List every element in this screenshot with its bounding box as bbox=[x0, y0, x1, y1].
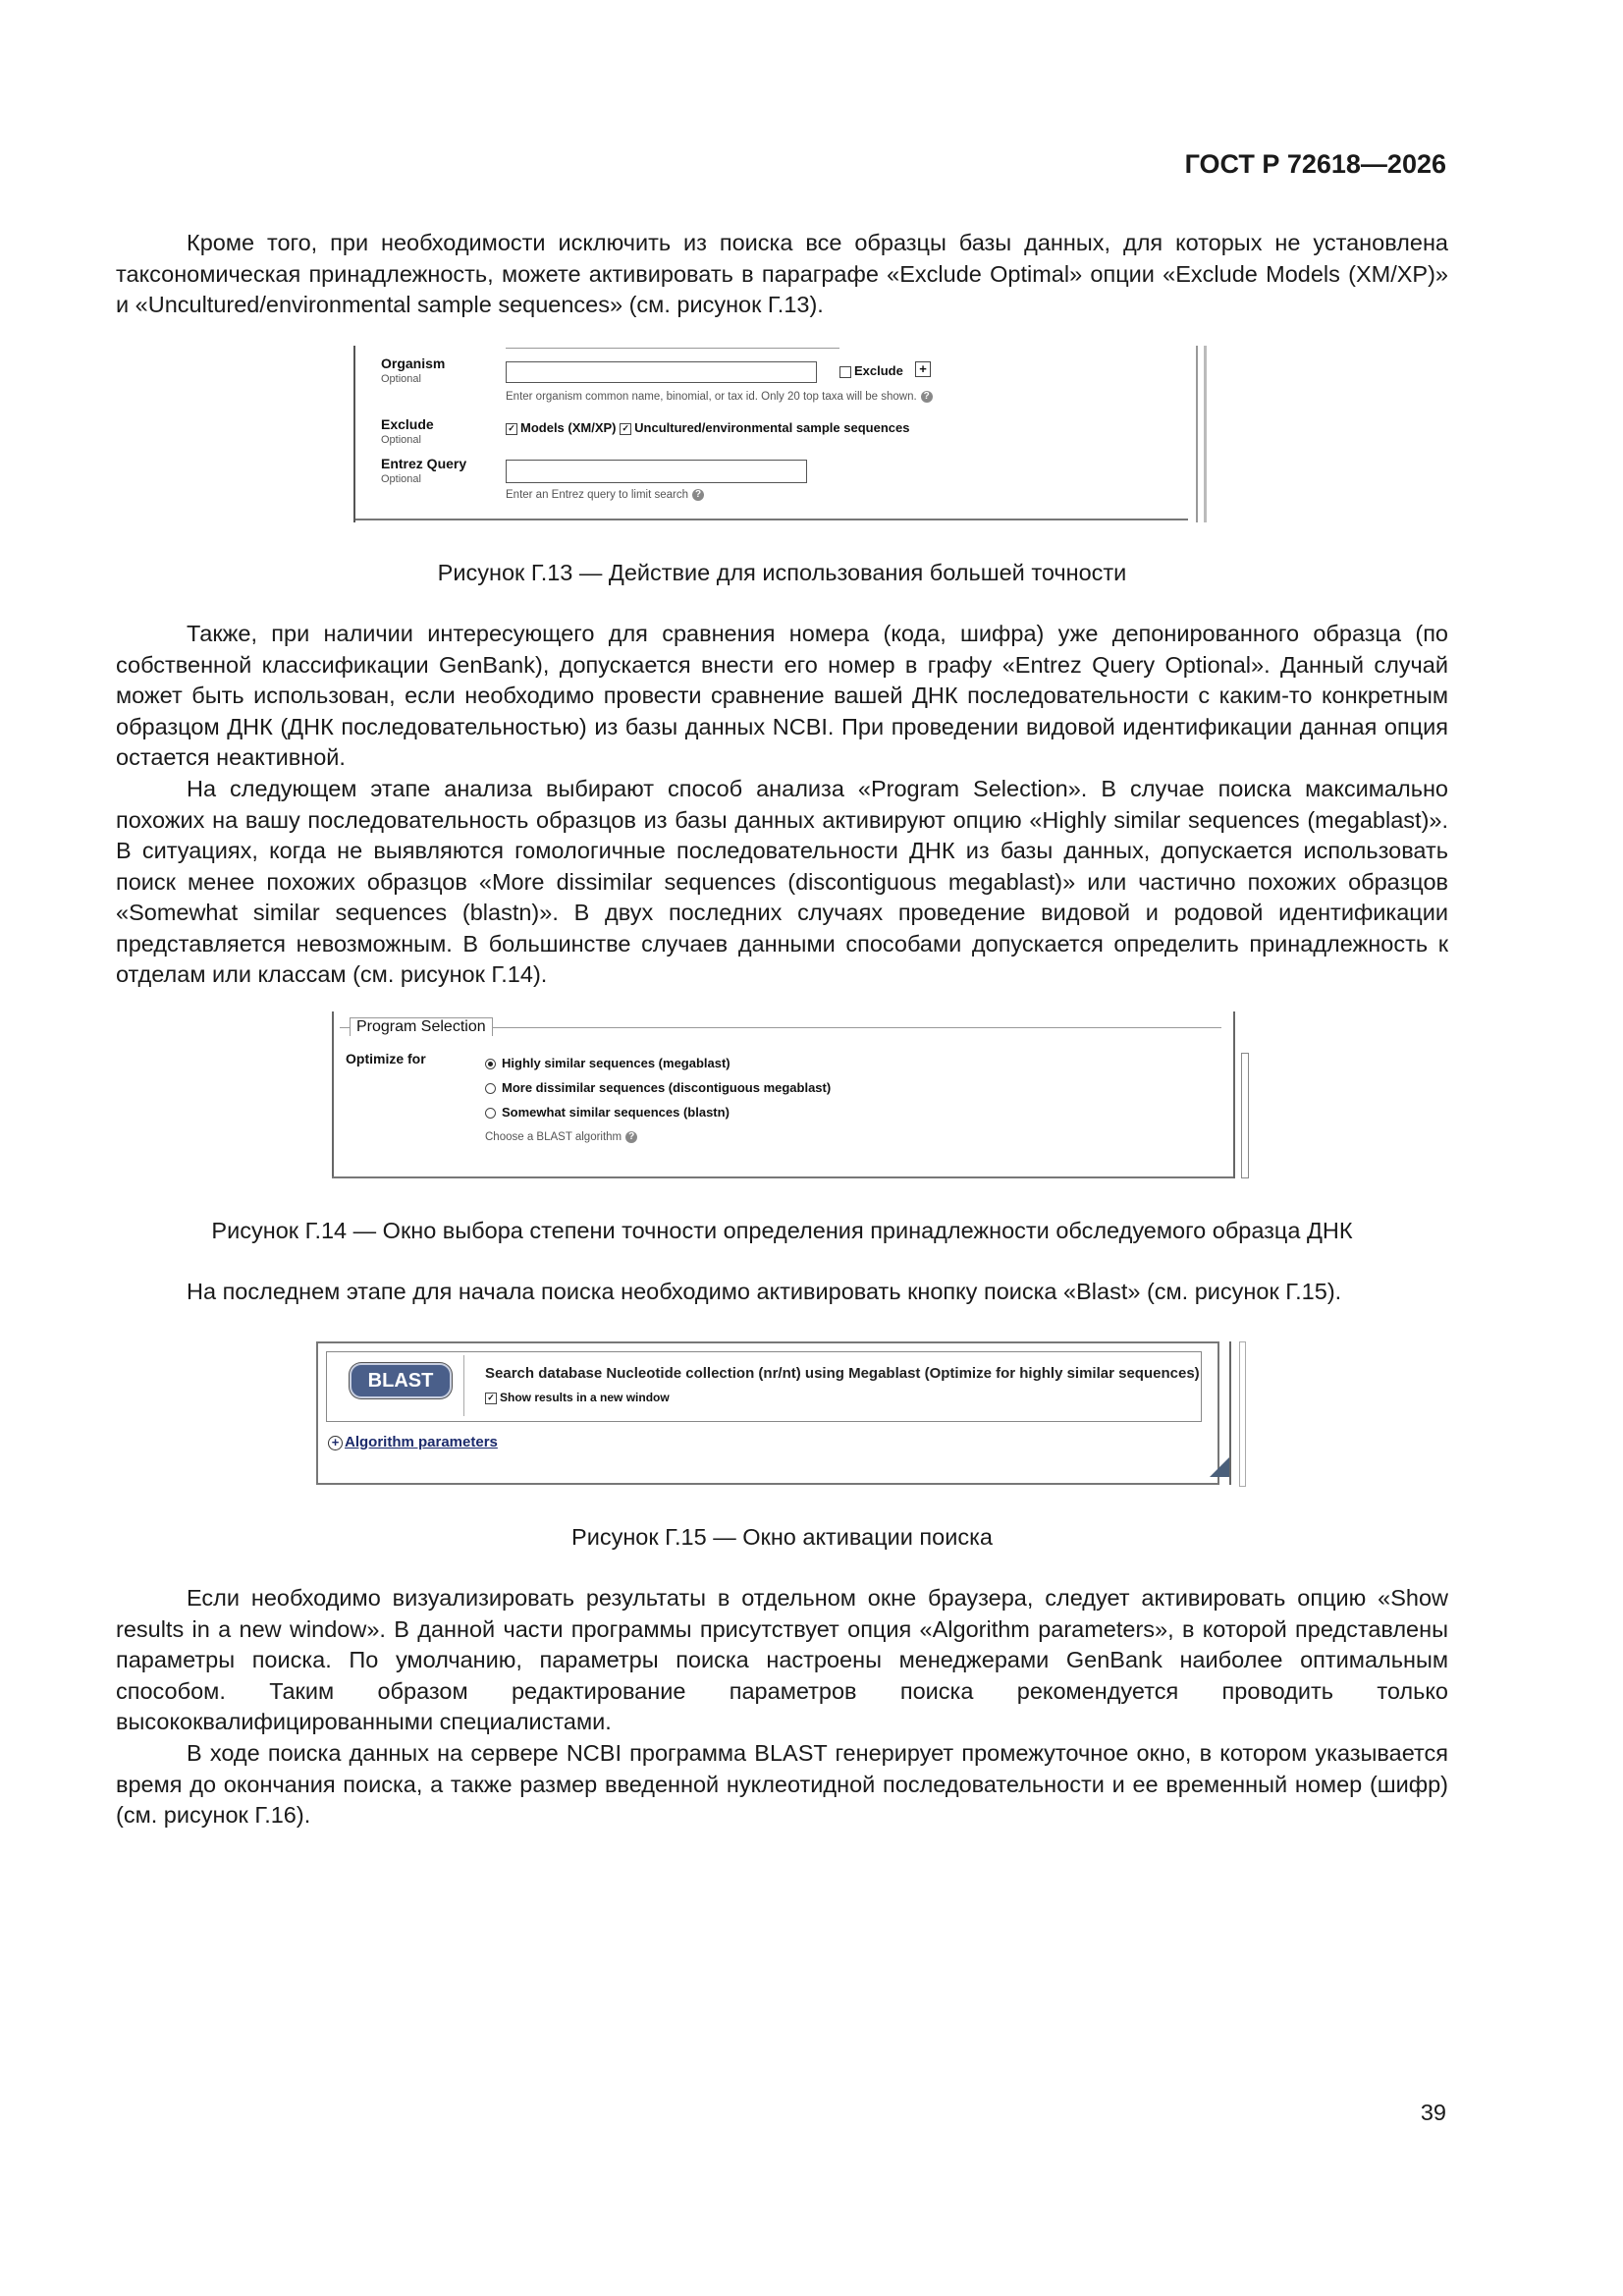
paragraph-6-text: В ходе поиска данных на сервере NCBI программа BLAST генерирует промежуточное окно, в котором указывается время до окончания поиска, а также размер введенной нуклеотидной последовательности и ее временный номер (шифр) (см. рисунок Г.16). bbox=[116, 1740, 1448, 1828]
help-icon[interactable]: ? bbox=[625, 1131, 637, 1143]
entrez-optional-label: Optional bbox=[381, 473, 421, 485]
resize-handle-icon[interactable] bbox=[1210, 1457, 1229, 1477]
help-icon[interactable]: ? bbox=[692, 489, 704, 501]
organism-input[interactable] bbox=[506, 361, 817, 383]
figure-15-screenshot bbox=[316, 1341, 1254, 1487]
document-header: ГОСТ Р 72618—2026 bbox=[1184, 149, 1446, 179]
option-discontiguous-megablast[interactable]: More dissimilar sequences (discontiguous megablast) bbox=[485, 1080, 831, 1095]
paragraph-1-text: Кроме того, при необходимости исключить из поиска все образцы базы данных, для которых не установлена таксономическая принадлежность, можете активировать в параграфе «Exclude Optimal» опции «Exclude Models (XM/XP)» и «Uncultured/environmental sample sequences» (см. рисунок Г.13). bbox=[116, 230, 1448, 317]
organism-exclude-checkbox[interactable]: Exclude bbox=[839, 363, 903, 378]
option-megablast[interactable]: Highly similar sequences (megablast) bbox=[485, 1056, 730, 1070]
checked-checkbox-icon: ✓ bbox=[506, 423, 517, 435]
page-number: 39 bbox=[1420, 2100, 1446, 2125]
show-results-checkbox[interactable]: ✓ Show results in a new window bbox=[485, 1391, 670, 1404]
checked-checkbox-icon: ✓ bbox=[620, 423, 631, 435]
radio-selected-icon bbox=[485, 1059, 496, 1069]
uncultured-checkbox[interactable]: ✓ Uncultured/environmental sample sequences bbox=[620, 420, 909, 435]
figure-13-screenshot bbox=[353, 346, 1213, 522]
paragraph-5-text: Если необходимо визуализировать результаты в отдельном окне браузера, следует активировать опцию «Show results in a new window». В данной части программы присутствует опция «Algorithm parameters», в которой представлены параметры поиска. По умолчанию, параметры поиска настроены менеджерами GenBank наиболее оптимальным способом. Таким образом редактирование параметров поиска рекомендуется проводить только высококвалифицированными специалистами. bbox=[116, 1585, 1448, 1734]
models-checkbox[interactable]: ✓ Models (XM/XP) bbox=[506, 420, 617, 435]
entrez-query-label: Entrez Query bbox=[381, 456, 467, 471]
expand-plus-icon: + bbox=[328, 1436, 343, 1450]
optimize-for-label: Optimize for bbox=[346, 1051, 426, 1066]
organism-optional-label: Optional bbox=[381, 373, 421, 385]
paragraph-2 bbox=[116, 619, 1448, 774]
radio-icon bbox=[485, 1083, 496, 1094]
paragraph-4 bbox=[116, 1277, 1448, 1308]
paragraph-2-text: Также, при наличии интересующего для сравнения номера (кода, шифра) уже депонированного образца (по собственной классификации GenBank), допускается внести его номер в графу «Entrez Query Optional». Данный случай может быть использован, если необходимо провести сравнение вашей ДНК последовательности с каким-то конкретным образцом ДНК (ДНК последовательностью) из базы данных NCBI. При проведении видовой идентификации данная опция остается неактивной. bbox=[116, 621, 1448, 770]
program-selection-legend: Program Selection bbox=[350, 1017, 493, 1036]
entrez-hint: Enter an Entrez query to limit search ? bbox=[506, 489, 704, 501]
figure-14-caption: Рисунок Г.14 — Окно выбора степени точности определения принадлежности обследуемого образца ДНК bbox=[211, 1218, 1353, 1243]
blast-button[interactable]: BLAST bbox=[350, 1363, 452, 1398]
paragraph-3 bbox=[116, 774, 1448, 991]
radio-icon bbox=[485, 1108, 496, 1119]
add-organism-button[interactable]: + bbox=[915, 361, 931, 377]
blast-algorithm-hint: Choose a BLAST algorithm ? bbox=[485, 1131, 637, 1143]
checkbox-icon bbox=[839, 366, 851, 378]
checked-checkbox-icon: ✓ bbox=[485, 1393, 497, 1404]
paragraph-1 bbox=[116, 228, 1448, 321]
figure-13-caption: Рисунок Г.13 — Действие для использования большей точности bbox=[437, 560, 1127, 585]
exclude-options bbox=[506, 420, 909, 435]
paragraph-4-text: На последнем этапе для начала поиска необходимо активировать кнопку поиска «Blast» (см. рисунок Г.15). bbox=[187, 1279, 1342, 1304]
figure-15-caption: Рисунок Г.15 — Окно активации поиска bbox=[571, 1524, 993, 1550]
paragraph-5 bbox=[116, 1583, 1448, 1738]
exclude-label: Exclude bbox=[381, 416, 434, 432]
paragraph-3-text: На следующем этапе анализа выбирают способ анализа «Program Selection». В случае поиска максимально похожих на вашу последовательность образцов из базы данных активируют опцию «Highly similar sequences (megablast)». В ситуациях, когда не выявляются гомологичные последовательности ДНК из базы данных, допускается использовать поиск менее похожих образцов «More dissimilar sequences (discontiguous megablast)» или частично похожих образцов «Somewhat similar sequences (blastn)». В двух последних случаях проведение видовой и родовой идентификации представляется невозможным. В большинстве случаев данными способами допускается определить принадлежность к отделам или классам (см. рисунок Г.14). bbox=[116, 776, 1448, 987]
algorithm-parameters-link[interactable]: + Algorithm parameters bbox=[328, 1434, 498, 1450]
exclude-optional-label: Optional bbox=[381, 434, 421, 446]
help-icon[interactable]: ? bbox=[921, 391, 933, 403]
option-blastn[interactable]: Somewhat similar sequences (blastn) bbox=[485, 1105, 730, 1120]
figure-14-screenshot bbox=[332, 1011, 1255, 1180]
paragraph-6 bbox=[116, 1738, 1448, 1831]
organism-hint: Enter organism common name, binomial, or tax id. Only 20 top taxa will be shown. ? bbox=[506, 391, 933, 403]
organism-label: Organism bbox=[381, 355, 446, 371]
search-database-text: Search database Nucleotide collection (nr/nt) using Megablast (Optimize for highly similar sequences) bbox=[485, 1365, 1200, 1382]
entrez-query-input[interactable] bbox=[506, 460, 807, 483]
